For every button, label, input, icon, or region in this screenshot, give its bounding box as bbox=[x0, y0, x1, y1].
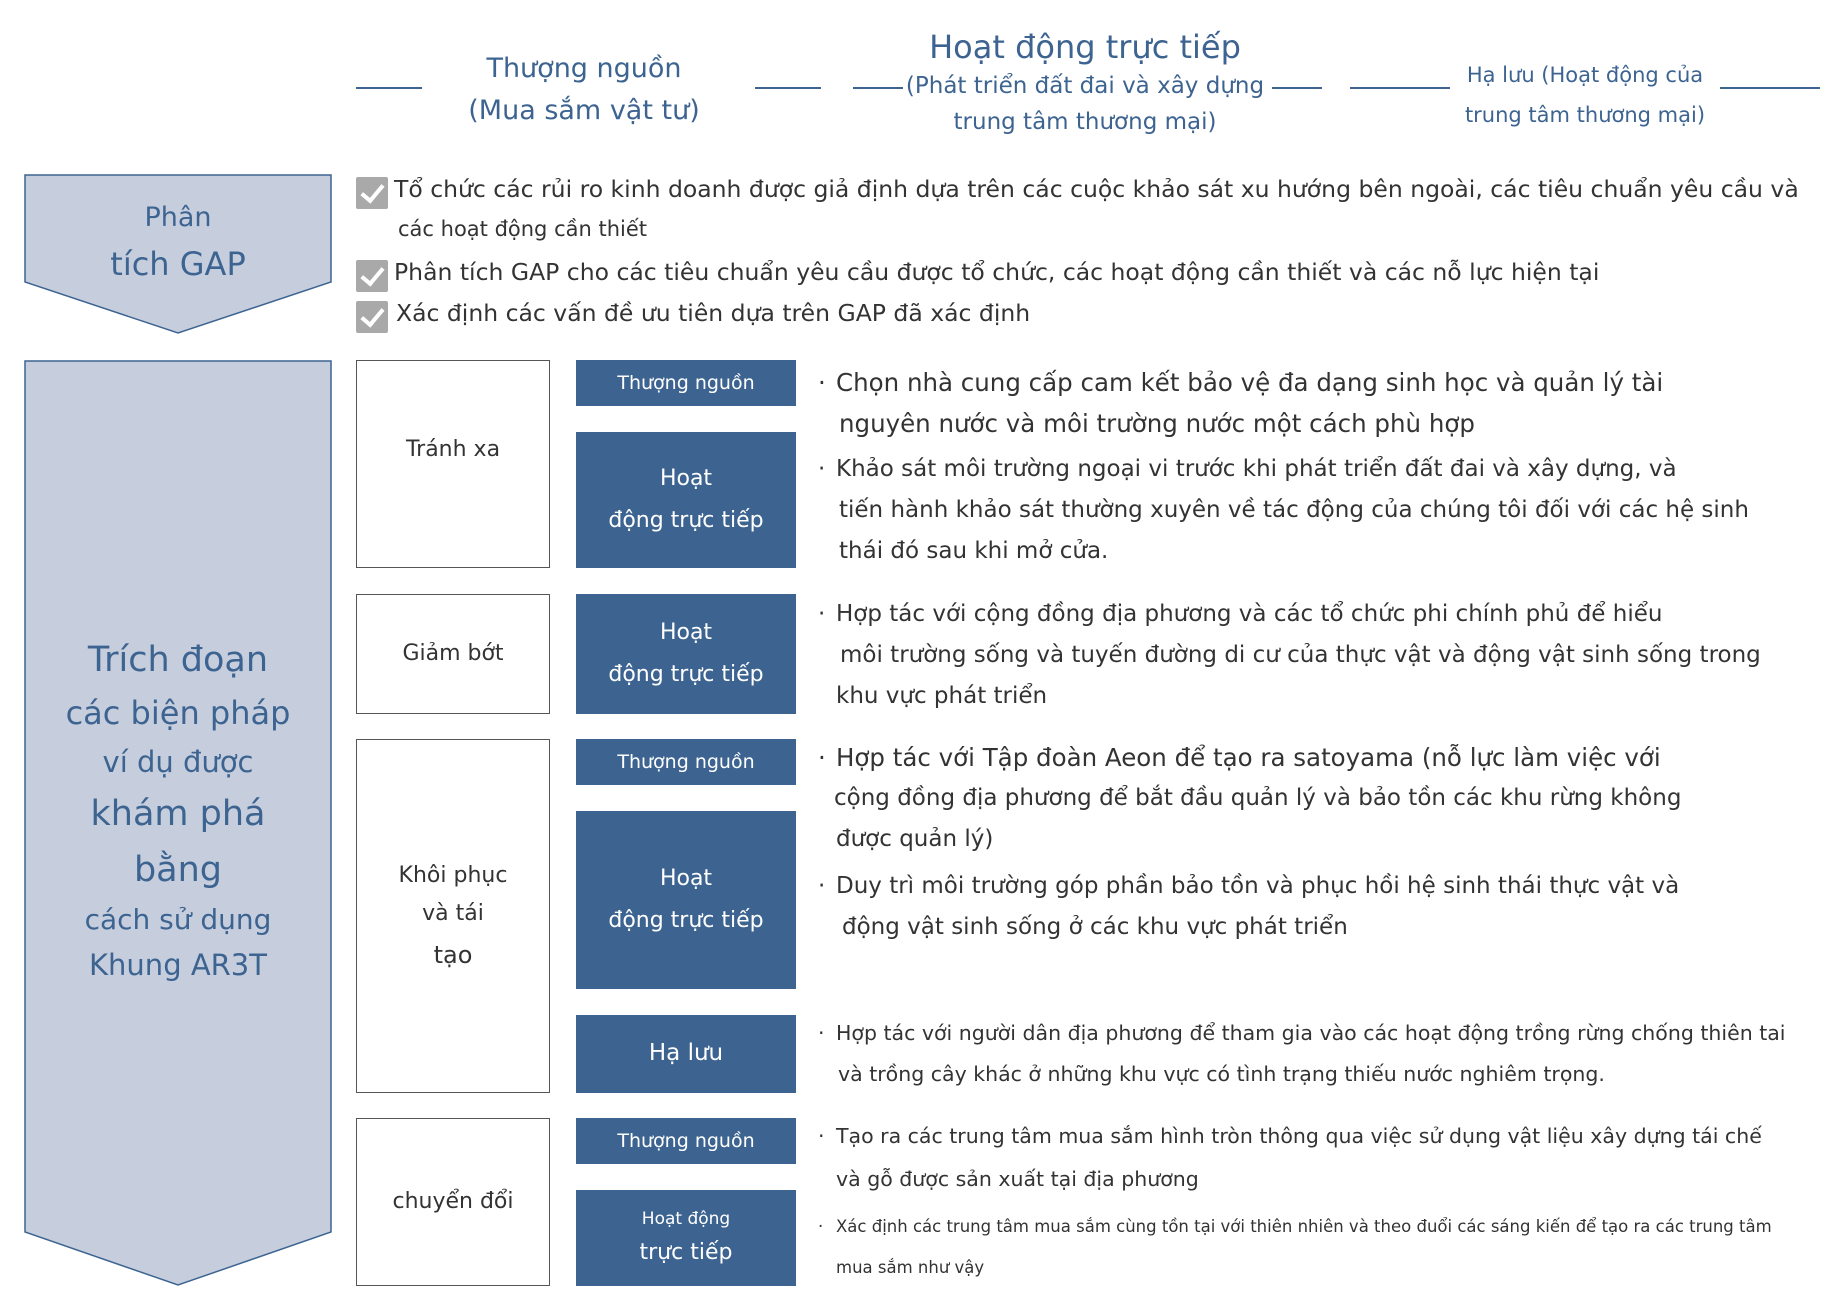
tag-label: Hoạt bbox=[659, 866, 713, 892]
measures-title-line: khám phá bbox=[90, 793, 266, 834]
bullet-line: Khảo sát môi trường ngoại vi trước khi phát triển đất đai và xây dựng, và bbox=[836, 456, 1677, 482]
tag-upstream bbox=[576, 360, 796, 406]
header-upstream-line: Thượng nguồn bbox=[486, 53, 682, 84]
tag-upstream bbox=[576, 739, 796, 785]
tag-label: động trực tiếp bbox=[608, 908, 764, 933]
bullet-line: môi trường sống và tuyến đường di cư của thực vật và động vật sinh sống trong bbox=[840, 642, 1761, 668]
header-upstream bbox=[446, 48, 722, 132]
bullet-line: và trồng cây khác ở những khu vực có tình trạng thiếu nước nghiêm trọng. bbox=[838, 1062, 1605, 1086]
header-direct-line: (Phát triển đất đai và xây dựng bbox=[905, 73, 1265, 100]
gap-title-line: Phân bbox=[144, 202, 212, 233]
checkbox-checked-icon bbox=[356, 177, 388, 209]
tag-label: Hoạt bbox=[659, 466, 713, 492]
header-connector-line bbox=[1350, 87, 1450, 89]
header-upstream-line: (Mua sắm vật tư) bbox=[468, 94, 700, 126]
bullet-dot: · bbox=[818, 1124, 825, 1148]
bullet-line: cộng đồng địa phương để bắt đầu quản lý và bảo tồn các khu rừng không bbox=[834, 785, 1682, 811]
category-avoid bbox=[356, 360, 550, 568]
gap-check-text: Tổ chức các rủi ro kinh doanh được giả định dựa trên các cuộc khảo sát xu hướng bên ngoài, các tiêu chuẩn yêu cầu và bbox=[394, 175, 1799, 203]
bullet-dot: · bbox=[818, 873, 826, 899]
bullet-dot: · bbox=[818, 1021, 825, 1045]
bullet-line: Duy trì môi trường góp phần bảo tồn và phục hồi hệ sinh thái thực vật và bbox=[836, 873, 1680, 899]
header-direct-title: Hoạt động trực tiếp bbox=[929, 28, 1241, 66]
bullet-dot: · bbox=[818, 1217, 824, 1236]
bullet-dot: · bbox=[818, 743, 826, 772]
bullet-item bbox=[818, 1013, 1828, 1095]
category-transform bbox=[356, 1118, 550, 1286]
bullet-item bbox=[818, 594, 1828, 717]
gap-analysis-title bbox=[24, 196, 332, 290]
tag-label: động trực tiếp bbox=[608, 662, 764, 687]
header-connector-line bbox=[755, 87, 821, 89]
bullet-line: tiến hành khảo sát thường xuyên về tác động của chúng tôi đối với các hệ sinh bbox=[839, 497, 1749, 523]
bullet-line: Tạo ra các trung tâm mua sắm hình tròn thông qua việc sử dụng vật liệu xây dựng tái chế bbox=[836, 1124, 1762, 1148]
checkbox-checked-icon bbox=[356, 301, 388, 333]
header-connector-line bbox=[356, 87, 422, 89]
tag-direct-operations bbox=[576, 1190, 796, 1286]
bullet-line: thái đó sau khi mở cửa. bbox=[839, 538, 1109, 564]
bullet-line: Xác định các trung tâm mua sắm cùng tồn tại với thiên nhiên và theo đuổi các sáng kiến để tạo ra các trung tâm bbox=[836, 1217, 1772, 1236]
category-label: Giảm bớt bbox=[402, 640, 504, 666]
bullet-line: Hợp tác với người dân địa phương để tham gia vào các hoạt động trồng rừng chống thiên tai bbox=[836, 1021, 1786, 1045]
tag-label: Thượng nguồn bbox=[617, 371, 755, 394]
tag-label: động trực tiếp bbox=[608, 508, 764, 533]
measures-title-line: các biện pháp bbox=[65, 694, 291, 732]
gap-title-line: tích GAP bbox=[110, 245, 246, 284]
tag-upstream bbox=[576, 1118, 796, 1164]
header-direct-line: trung tâm thương mại) bbox=[953, 108, 1217, 135]
bullet-item bbox=[818, 449, 1828, 572]
measures-title-line: Khung AR3T bbox=[89, 948, 267, 983]
header-connector-line bbox=[1720, 87, 1820, 89]
bullet-item bbox=[818, 1115, 1828, 1201]
bullet-item bbox=[818, 1206, 1828, 1288]
header-connector-line bbox=[1272, 87, 1322, 89]
category-restore-regenerate bbox=[356, 739, 550, 1093]
bullet-line: mua sắm như vậy bbox=[836, 1258, 985, 1277]
bullet-line: Hợp tác với cộng đồng địa phương và các tổ chức phi chính phủ để hiểu bbox=[836, 601, 1663, 627]
tag-direct-operations bbox=[576, 811, 796, 989]
tag-downstream bbox=[576, 1015, 796, 1093]
header-downstream-line: trung tâm thương mại) bbox=[1464, 102, 1706, 127]
bullet-item bbox=[818, 737, 1828, 860]
header-downstream-line: Hạ lưu (Hoạt động của bbox=[1466, 63, 1704, 87]
checkbox-checked-icon bbox=[356, 260, 388, 292]
category-label: và tái bbox=[422, 901, 484, 926]
header-connector-line bbox=[853, 87, 903, 89]
bullet-dot: · bbox=[818, 601, 826, 627]
tag-direct-operations bbox=[576, 594, 796, 714]
bullet-line: nguyên nước và môi trường nước một cách phù hợp bbox=[839, 409, 1475, 438]
header-downstream bbox=[1455, 56, 1715, 136]
gap-analysis-arrow bbox=[24, 174, 332, 334]
category-reduce bbox=[356, 594, 550, 714]
bullet-item bbox=[818, 362, 1828, 444]
gap-check-text: Xác định các vấn đề ưu tiên dựa trên GAP đã xác định bbox=[396, 299, 1031, 327]
category-label: Tránh xa bbox=[405, 436, 501, 462]
tag-label: Hoạt động bbox=[641, 1208, 731, 1229]
bullet-dot: · bbox=[818, 456, 826, 482]
tag-label: trực tiếp bbox=[639, 1239, 733, 1265]
category-label: tạo bbox=[433, 940, 473, 969]
measures-arrow bbox=[24, 360, 332, 1286]
category-label: chuyển đổi bbox=[392, 1188, 514, 1214]
measures-title-line: ví dụ được bbox=[102, 745, 254, 780]
bullet-line: khu vực phát triển bbox=[836, 683, 1048, 709]
bullet-line: động vật sinh sống ở các khu vực phát triển bbox=[842, 914, 1348, 940]
bullet-dot: · bbox=[818, 368, 826, 397]
measures-title bbox=[24, 632, 332, 989]
bullet-item bbox=[818, 866, 1828, 948]
measures-title-line: bằng bbox=[133, 849, 223, 890]
tag-label: Hoạt bbox=[659, 620, 713, 646]
tag-label: Thượng nguồn bbox=[617, 750, 755, 773]
header-direct bbox=[900, 26, 1270, 140]
gap-check-text: Phân tích GAP cho các tiêu chuẩn yêu cầu được tổ chức, các hoạt động cần thiết và các nỗ lực hiện tại bbox=[394, 258, 1600, 286]
tag-label: Hạ lưu bbox=[648, 1040, 724, 1067]
bullet-line: và gỗ được sản xuất tại địa phương bbox=[836, 1167, 1199, 1191]
gap-check-text-continued: các hoạt động cần thiết bbox=[398, 217, 647, 241]
measures-title-line: cách sử dụng bbox=[84, 902, 272, 936]
tag-direct-operations bbox=[576, 432, 796, 568]
bullet-line: Hợp tác với Tập đoàn Aeon để tạo ra satoyama (nỗ lực làm việc với bbox=[836, 743, 1661, 772]
tag-label: Thượng nguồn bbox=[617, 1129, 755, 1152]
bullet-line: Chọn nhà cung cấp cam kết bảo vệ đa dạng sinh học và quản lý tài bbox=[836, 368, 1664, 397]
bullet-line: được quản lý) bbox=[836, 826, 994, 852]
category-label: Khôi phục bbox=[398, 862, 508, 888]
measures-title-line: Trích đoạn bbox=[87, 640, 269, 680]
